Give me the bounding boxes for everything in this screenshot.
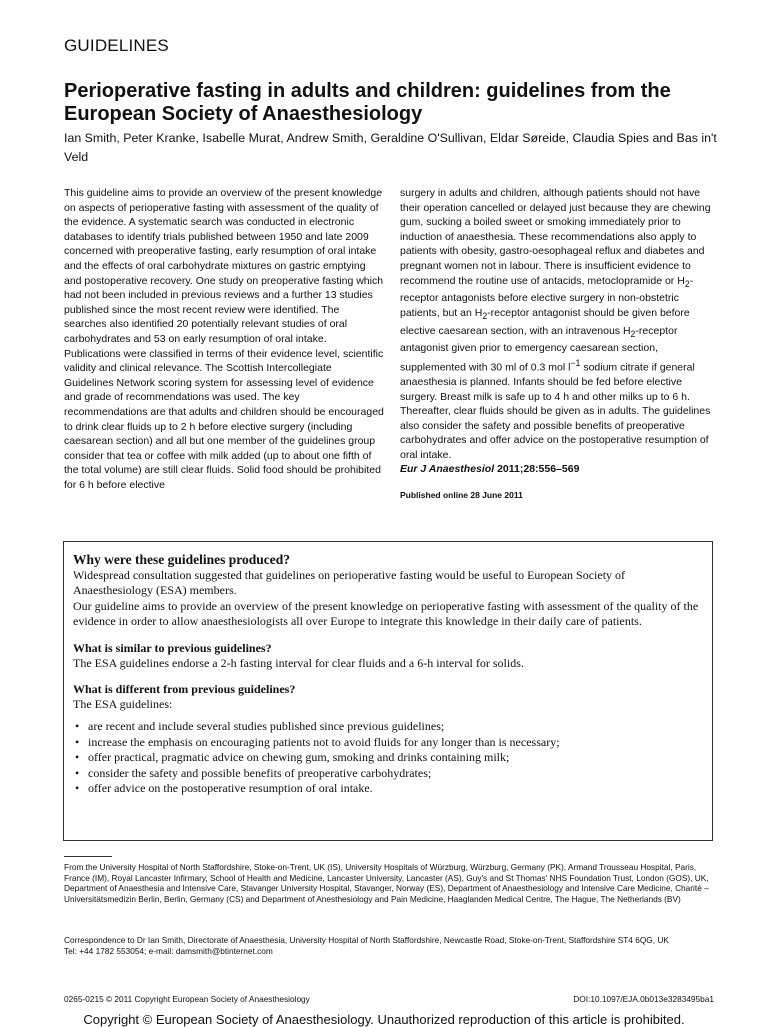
article-title: Perioperative fasting in adults and children: guidelines from the European Society of Anaesthesiology [64, 80, 671, 125]
published-online: Published online 28 June 2011 [400, 490, 523, 501]
box-paragraph: Widespread consultation suggested that guidelines on perioperative fasting would be useful to European Society of Anaesthesiology (ESA) members. [73, 568, 626, 598]
summary-box [63, 541, 713, 841]
abstract-text-segment: -receptor antagonist given prior to emergency caesarean section, supplemented with 30 ml of 0.3 mol l [400, 324, 678, 374]
section-label: GUIDELINES [64, 36, 169, 55]
doi: DOI:10.1097/EJA.0b013e3283495ba1 [573, 994, 714, 1004]
copyright-banner: Copyright © European Society of Anaesthesiology. Unauthorized reproduction of this article is prohibited. [83, 1012, 685, 1027]
correspondence-footnote [64, 935, 720, 956]
list-item: • consider the safety and possible benefits of preoperative carbohydrates; [88, 766, 704, 781]
abstract-left-column [64, 186, 384, 492]
different-intro: The ESA guidelines: [73, 697, 173, 712]
list-item: • offer advice on the postoperative resumption of oral intake. [88, 781, 704, 796]
abstract-right-column [400, 186, 718, 503]
list-item: • increase the emphasis on encouraging patients not to avoid fluids for any longer than is necessary; [88, 735, 704, 750]
abstract-text-left: This guideline aims to provide an overview of the present knowledge on aspects of perioperative fasting with assessment of the quality of the evidence. A systematic search was conducted in electronic databases to identify trials published between 1950 and late 2009 concerned with preoperative fasting, early resumption of oral intake and the effects of oral carbohydrate mixtures on gastric emptying and postoperative recovery. One study on preoperative fasting which had not been included in previous reviews and a further 13 studies published since the most recent review were identified. The searches also identified 20 potentially relevant studies of oral carbohydrates and 53 on early resumption of oral intake. Publications were classified in terms of their evidence level, scientific validity and clinical relevance. The Scottish Intercollegiate Guidelines Network scoring system for assessing level of evidence and grade of recommendations was used. The key recommendations are that adults and children should be encouraged to drink clear fluids up to 2 h before elective surgery (including caesarean section) and all but one member of the guidelines group consider that tea or coffee with milk added (up to about one fifth of the total volume) are still clear fluids. Solid food should be prohibited for 6 h before elective [64, 187, 384, 491]
footnote-divider [64, 856, 112, 857]
different-heading: What is different from previous guidelines? [73, 682, 296, 697]
citation-details: 2011;28:556–569 [494, 463, 580, 476]
superscript: −1 [570, 357, 581, 368]
box-heading: Why were these guidelines produced? [73, 552, 291, 567]
box-paragraph: Our guideline aims to provide an overview of the present knowledge on perioperative fasting with assessment of the quality of the evidence in order to allow anaesthesiologists all over Europe to integrate this knowledge in their daily care of patients. [73, 598, 699, 629]
correspondence-contact: Tel: +44 1782 553054; e-mail: damsmith@btinternet.com [64, 945, 273, 956]
issn-copyright: 0265-0215 © 2011 Copyright European Society of Anaesthesiology [64, 994, 310, 1004]
differences-list [73, 719, 704, 796]
affiliations-footnote: From the University Hospital of North Staffordshire, Stoke-on-Trent, UK (IS), University Hospitals of Würzburg, Würzburg, Germany (PK), Armand Trousseau Hospital, Paris, France (IM), Royal Lancaster Infirmary, School of Health and Medicine, Lancaster University, Lancaster (AS), Guy's and St Thomas' NHS Foundation Trust, London (GOS), UK, Department of Anaesthesia and Intensive Care, Stavanger University Hospital, Stavanger, Norway (ES), Department of Anaesthesiology and Intensive Care Medicine, Charité – Universitätsmedizin Berlin, Berlin, Germany (CS) and Department of Anesthesiology and Pain Medicine, Haaglanden Medical Centre, The Hague, The Netherlands (BV) [64, 862, 709, 904]
list-item: • offer practical, pragmatic advice on chewing gum, smoking and drinks containing milk; [88, 750, 704, 765]
correspondence-address: Correspondence to Dr Ian Smith, Directorate of Anaesthesia, University Hospital of North Staffordshire, Newcastle Road, Stoke-on-Trent, Staffordshire ST4 6QG, UK [64, 935, 669, 945]
citation-journal: Eur J Anaesthesiol [400, 463, 495, 476]
similar-text: The ESA guidelines endorse a 2-h fasting interval for clear fluids and a 6-h interval for solids. [73, 655, 524, 670]
abstract-text-segment: -receptor antagonists before elective surgery in non-obstetric patients, but an H [400, 274, 694, 319]
citation [400, 462, 718, 477]
subscript: 2 [684, 278, 690, 289]
abstract-text-segment: sodium citrate if general anaesthesia is planned. Infants should be fed before elective surgery. Breast milk is safe up to 4 h and other milks up to 6 h. Thereafter, clear fluids should be given as in adults. The guidelines also consider the safety and possible benefits of preoperative carbohydrates and offer advice on the postoperative resumption of oral intake. [400, 361, 711, 461]
abstract-text-right [400, 186, 718, 462]
similar-heading: What is similar to previous guidelines? [73, 640, 272, 655]
subscript: 2 [482, 310, 488, 321]
list-item: • are recent and include several studies published since previous guidelines; [88, 719, 704, 734]
abstract-text-segment: surgery in adults and children, although patients should not have their operation cancelled or delayed just because they are chewing gum, sucking a boiled sweet or smoking immediately prior to induction of anaesthesia. These recommendations also apply to patients with obesity, gastro-oesophageal reflux and diabetes and pregnant women not in labour. There is insufficient evidence to recommend the routine use of antacids, metoclopramide or H [400, 187, 711, 287]
subscript: 2 [630, 328, 636, 339]
author-list: Ian Smith, Peter Kranke, Isabelle Murat, Andrew Smith, Geraldine O'Sullivan, Eldar Søreide, Claudia Spies and Bas in't Veld [64, 131, 717, 164]
abstract-text-segment: -receptor antagonist should be given before elective caesarean section, with an intravenous H [400, 306, 690, 337]
